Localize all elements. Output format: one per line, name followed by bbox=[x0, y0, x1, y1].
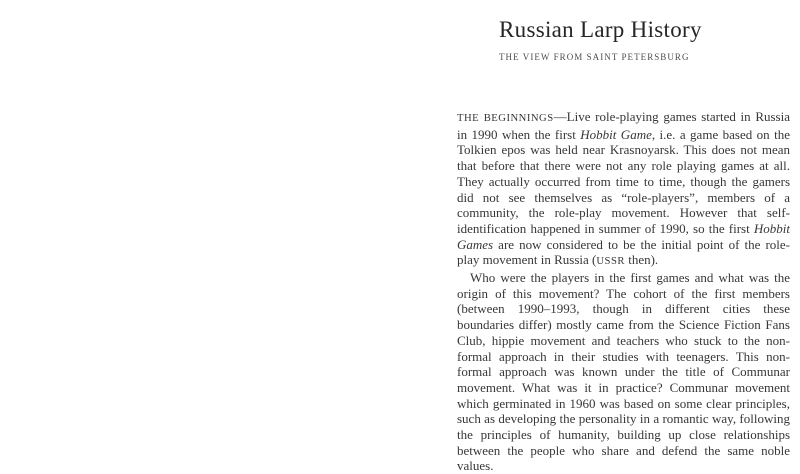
text-segment-italic: Hobbit Games bbox=[457, 220, 790, 252]
page-title: Russian Larp History bbox=[499, 17, 702, 42]
text-column bbox=[457, 0, 790, 474]
text-segment-normal: then). bbox=[624, 252, 659, 268]
text-segment-normal: , i.e. a game based on the Tolkien epos was held near Krasnoyarsk. This does not mean that before that there were not any role playing games at all. They actually occurred from time to time, though the gamers did not see themselves as “role-players”, members of a community, the role-play movement. However that self-identification happened in summer of 1990, so the first bbox=[457, 126, 790, 236]
text-segment-italic: Hobbit Game bbox=[580, 126, 652, 142]
paragraph-beginnings bbox=[457, 109, 790, 270]
chapter-header bbox=[499, 16, 790, 63]
article-body bbox=[457, 109, 790, 474]
text-segment-smallcaps: THE BEGINNINGS bbox=[457, 113, 554, 124]
text-segment-normal: Who were the players in the first games and what was the origin of this movement? The cohort of the first members (between 1990–1993, though in different cities these boundaries differ) mostly came from the Science Fiction Fans Club, hippie movement and teachers who stuck to the non-formal approach in their studies with teenagers. This non-formal approach was known under the title of Communar movement. What was it in practice? Communar movement which germinated in 1960 was based on some clear principles, such as developing the personality in a romantic way, following the principles of humanity, building up close relationships between the people who share and defend the same noble values. bbox=[457, 270, 790, 474]
text-segment-normal: are now considered to be the initial point of the role-play movement in Russia ( bbox=[457, 236, 790, 268]
text-segment-normal: —Live role-playing games started in Russia in 1990 when the first bbox=[457, 109, 790, 142]
text-segment-smallcaps: USSR bbox=[596, 256, 625, 268]
page-subtitle: THE VIEW FROM SAINT PETERSBURG bbox=[499, 52, 690, 62]
paragraph-players-origin bbox=[457, 270, 790, 474]
